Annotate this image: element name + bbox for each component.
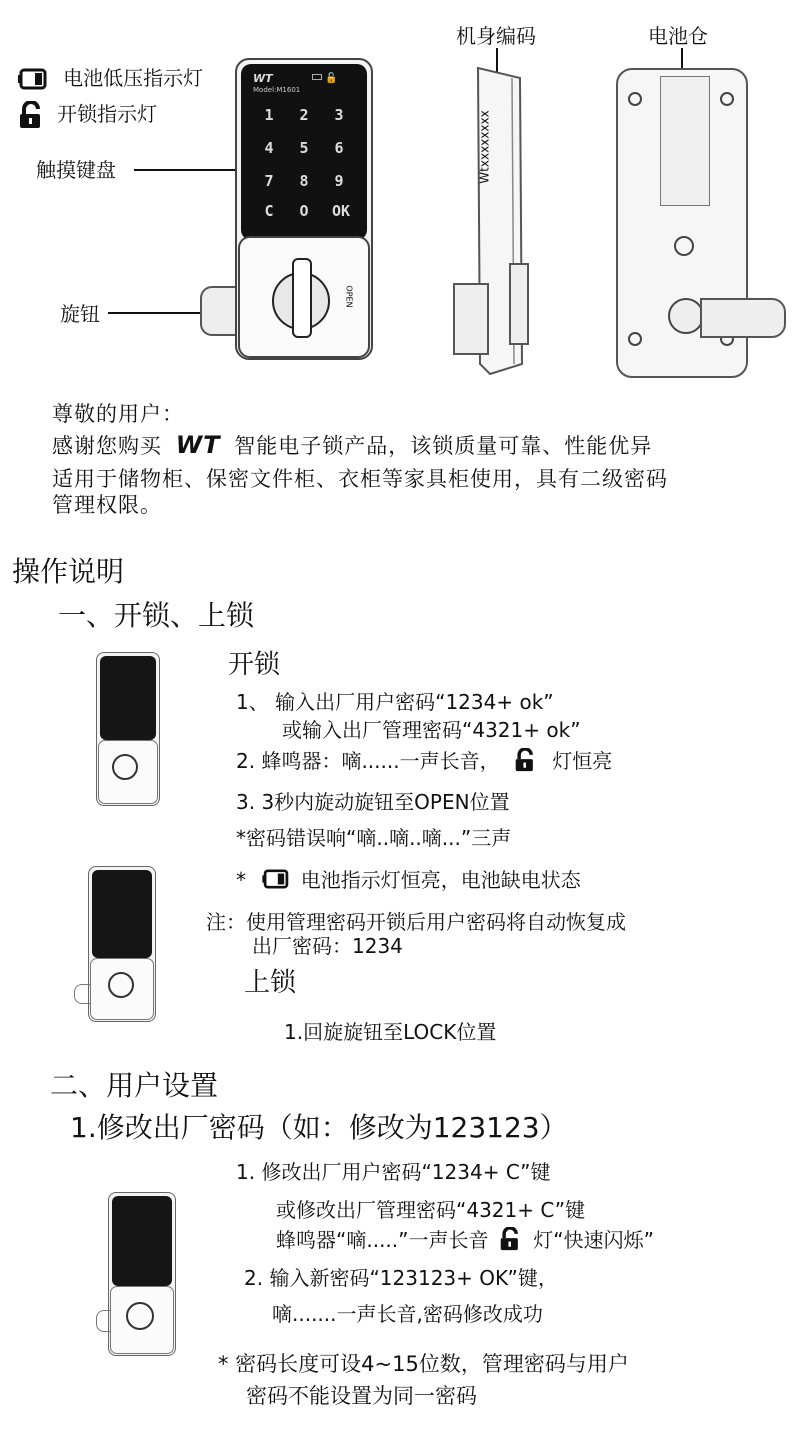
part1-title: 一、开锁、上锁 bbox=[58, 599, 255, 632]
key-1[interactable]: 1 bbox=[264, 106, 274, 124]
serial-code: Wtxxxxxxxx bbox=[477, 110, 492, 184]
intro-line1 bbox=[52, 430, 652, 460]
center-screw bbox=[674, 236, 694, 256]
screw-bottom-left bbox=[628, 332, 642, 346]
knob-callout-label: 旋钮 bbox=[60, 302, 100, 326]
keypad-unlock-led: 🔓 bbox=[325, 73, 338, 84]
intro-line1-post: 智能电子锁产品，该锁质量可靠、性能优异 bbox=[234, 434, 653, 458]
intro-greeting: 尊敬的用户： bbox=[52, 402, 184, 426]
brand-logo: WT bbox=[253, 72, 273, 85]
lock-step: 1.回旋旋钮至LOCK位置 bbox=[284, 1020, 497, 1044]
part2-note2: 密码不能设置为同一密码 bbox=[246, 1384, 477, 1408]
back-bolt bbox=[700, 298, 786, 338]
unlock-icon bbox=[499, 1227, 523, 1256]
battery-note-star: * bbox=[236, 868, 246, 892]
screw-top-left bbox=[628, 92, 642, 106]
unlock-icon bbox=[18, 101, 46, 133]
key-6[interactable]: 6 bbox=[334, 139, 344, 157]
key-8[interactable]: 8 bbox=[299, 172, 309, 190]
section-title: 操作说明 bbox=[12, 555, 125, 588]
unlock-callout-label: 开锁指示灯 bbox=[57, 102, 158, 126]
part2-note1: * 密码长度可设4~15位数，管理密码与用户 bbox=[218, 1352, 629, 1376]
part1-note2: 出厂密码：1234 bbox=[252, 934, 403, 958]
serial-callout-label: 机身编码 bbox=[456, 24, 536, 48]
thumb1-knob bbox=[112, 754, 138, 780]
battery-bay bbox=[660, 76, 710, 206]
thumb1-keypad bbox=[100, 656, 156, 740]
key-4[interactable]: 4 bbox=[264, 139, 274, 157]
touch-keypad[interactable] bbox=[241, 64, 367, 240]
battery-icon bbox=[18, 68, 48, 94]
key-o[interactable]: O bbox=[299, 202, 309, 220]
key-7[interactable]: 7 bbox=[264, 172, 274, 190]
thumb3-knob bbox=[126, 1302, 154, 1330]
part1-error-note: *密码错误响“嘀..嘀..嘀...”三声 bbox=[236, 826, 512, 850]
part1-step2 bbox=[236, 745, 612, 777]
part1-step1a: 1、 输入出厂用户密码“1234+ ok” bbox=[236, 690, 554, 714]
keypad-callout-label: 触摸键盘 bbox=[36, 158, 116, 182]
unlock-callout bbox=[18, 98, 157, 133]
part1-step2-pre: 2. 蜂鸣器：嘀......一声长音， bbox=[236, 749, 500, 773]
screw-top-right bbox=[720, 92, 734, 106]
part1-step2-post: 灯恒亮 bbox=[552, 749, 613, 773]
battery-bay-callout-label: 电池仓 bbox=[648, 24, 708, 48]
keypad-battery-led bbox=[312, 74, 322, 80]
keypad-leader bbox=[134, 169, 238, 171]
part1-step1b: 或输入出厂管理密码“4321+ ok” bbox=[282, 718, 581, 742]
battery-note-text: 电池指示灯恒亮，电池缺电状态 bbox=[300, 868, 581, 892]
thumb2-knob bbox=[108, 972, 134, 998]
part2-step2b: 嘀.......一声长音,密码修改成功 bbox=[272, 1302, 543, 1326]
unlock-icon bbox=[514, 748, 538, 777]
battery-callout bbox=[18, 62, 203, 94]
back-cam bbox=[668, 298, 704, 334]
key-ok[interactable]: OK bbox=[331, 202, 351, 220]
key-2[interactable]: 2 bbox=[299, 106, 309, 124]
thumb3-keypad bbox=[112, 1196, 172, 1286]
wt-logo: WT bbox=[175, 431, 221, 459]
key-c[interactable]: C bbox=[264, 202, 274, 220]
part1-step3: 3. 3秒内旋动旋钮至OPEN位置 bbox=[236, 790, 510, 814]
part2-step1c-pre: 蜂鸣器“嘀.....”一声长音 bbox=[276, 1228, 489, 1252]
unlock-title: 开锁 bbox=[228, 650, 281, 680]
key-9[interactable]: 9 bbox=[334, 172, 344, 190]
intro-line3: 管理权限。 bbox=[52, 493, 162, 517]
lock-title: 上锁 bbox=[244, 968, 297, 998]
part2-step1b: 或修改出厂管理密码“4321+ C”键 bbox=[276, 1198, 586, 1222]
knob-grip bbox=[292, 258, 312, 338]
battery-callout-label: 电池低压指示灯 bbox=[63, 66, 204, 90]
part1-note1: 注：使用管理密码开锁后用户密码将自动恢复成 bbox=[206, 910, 626, 934]
part2-subtitle: 1.修改出厂密码（如：修改为123123） bbox=[70, 1111, 568, 1144]
battery-icon bbox=[262, 869, 290, 894]
part2-step2a: 2. 输入新密码“123123+ OK”键， bbox=[244, 1266, 558, 1290]
part2-step1c-post: 灯“快速闪烁” bbox=[533, 1228, 654, 1252]
part2-title: 二、用户设置 bbox=[50, 1069, 219, 1102]
model-label: Model:M1601 bbox=[253, 86, 301, 94]
key-5[interactable]: 5 bbox=[299, 139, 309, 157]
part2-step1c bbox=[276, 1224, 654, 1256]
battery-note bbox=[236, 864, 581, 894]
part2-step1a: 1. 修改出厂用户密码“1234+ C”键 bbox=[236, 1160, 551, 1184]
intro-line2: 适用于储物柜、保密文件柜、衣柜等家具柜使用，具有二级密码 bbox=[52, 467, 668, 491]
key-3[interactable]: 3 bbox=[334, 106, 344, 124]
thumb2-keypad bbox=[92, 870, 152, 958]
open-label: OPEN bbox=[344, 285, 354, 308]
intro-line1-pre: 感谢您购买 bbox=[52, 434, 162, 458]
